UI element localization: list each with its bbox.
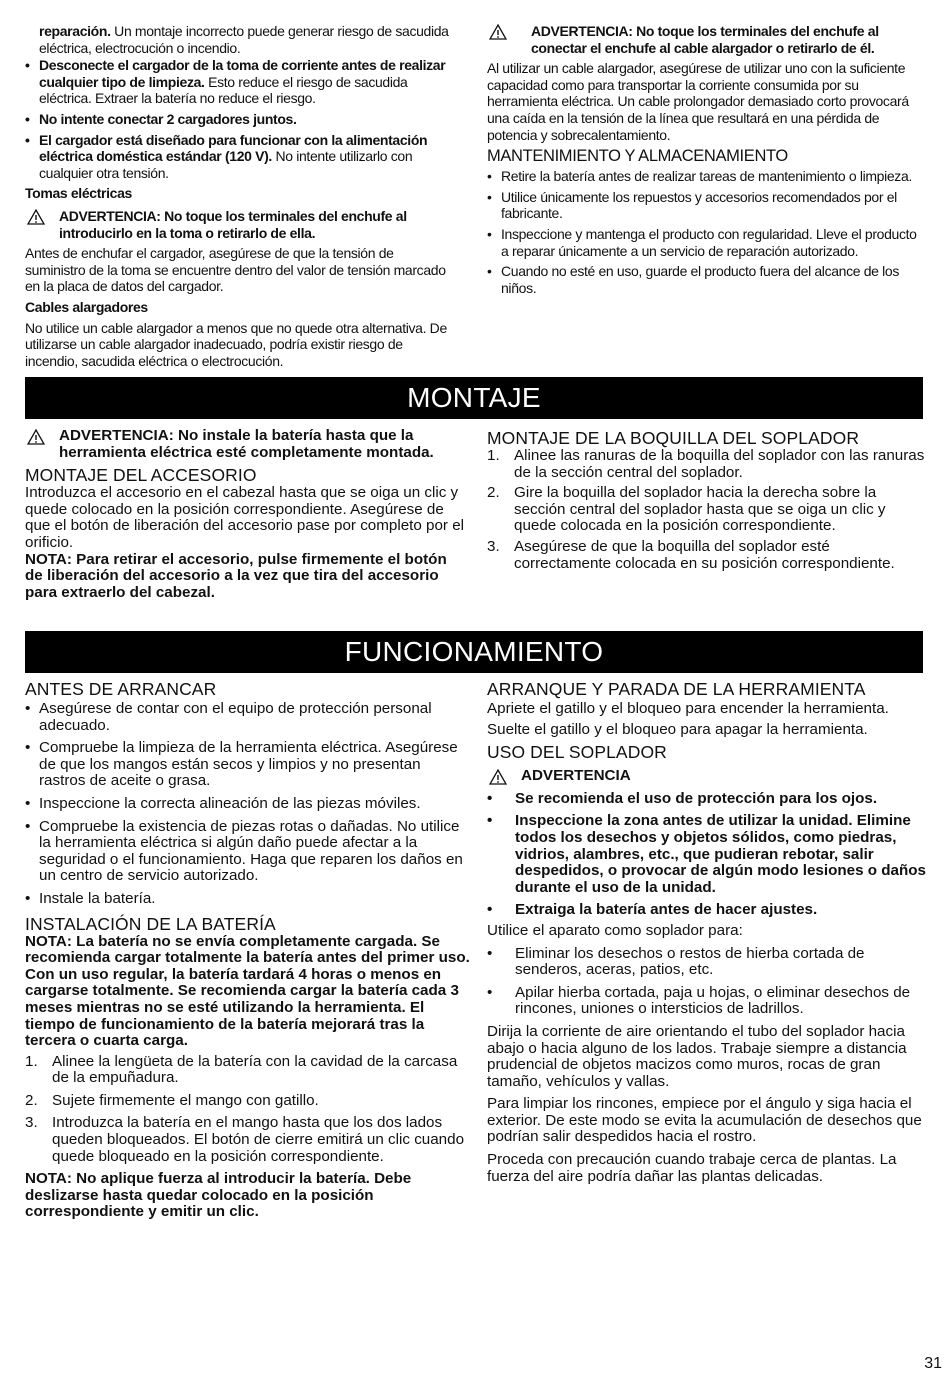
- page-number: 31: [924, 1355, 942, 1372]
- alargador-text: Al utilizar un cable alargador, asegúrese de utilizar uno con la suficiente capacidad como para transportar la corriente consumida por su herramienta eléctrica. Un cable prolongador demasiado corto provocará una caída en la tensión de la línea que resultará en una pérdida de potencia y sobrecalentamiento.: [487, 60, 909, 143]
- list-item: • Apilar hierba cortada, paja u hojas, o eliminar desechos de rincones, uniones o intersticios de ladrillos.: [487, 985, 927, 1018]
- step-text: Introduzca la batería en el mango hasta que los dos lados queden bloqueados. El botón de cierre emitirá un clic cuando quede bloqueado en la posición correspondiente.: [52, 1114, 465, 1165]
- cables-heading: Cables alargadores: [25, 298, 148, 315]
- step-item: [25, 1093, 470, 1110]
- charger-safety-list: [25, 57, 457, 181]
- bateria-note-2: NOTA: No aplique fuerza al introducir la batería. Debe deslizarse hasta quedar colocado en la posición correspondiente y emitir un clic.: [25, 1170, 412, 1221]
- warning-text: ADVERTENCIA: [521, 767, 631, 785]
- list-item: [25, 111, 457, 128]
- step-item: [487, 539, 927, 572]
- arranque-heading: ARRANQUE Y PARADA DE LA HERRAMIENTA: [487, 679, 866, 699]
- alargador-warning: [487, 23, 925, 56]
- warning-icon: [489, 769, 507, 785]
- list-item: [25, 57, 457, 107]
- step-text: Alinee las ranuras de la boquilla del soplador con las ranuras de la sección central del soplador.: [514, 447, 925, 481]
- bateria-note: NOTA: La batería no se envía completamente cargada. Se recomienda cargar totalmente la batería antes del primer uso. Con un uso regular, la batería tardará 4 horas o menos en cargarse totalmente. Se recomienda cargar la batería cada 3 meses mientras no se esté utilizando la herramienta. El tiempo de funcionamiento de la batería mejorará tras la tercera o cuarta carga.: [25, 932, 470, 1050]
- list-item-bold: No intente conectar 2 cargadores juntos.: [39, 110, 297, 127]
- list-item: • Inspeccione y mantenga el producto con regularidad. Lleve el producto a reparar únicamente a un servicio de reparación autorizado.: [487, 226, 925, 259]
- continued-text: Un montaje incorrecto puede generar riesgo de sacudida eléctrica, electrocución o incendio.: [39, 23, 449, 56]
- step-number: 2.: [25, 1091, 38, 1109]
- tomas-text: Antes de enchufar el cargador, asegúrese de que la tensión de suministro de la toma se encuentre dentro del valor de tensión marcado en la placa de datos del cargador.: [25, 245, 446, 295]
- uso-p1: Dirija la corriente de aire orientando el tubo del soplador hacia abajo o hacia alguno de los lados. Trabaje siempre a distancia prudencial de objetos macizos como muros, rocas de gran tamaño, vehículos y vallas.: [487, 1022, 907, 1090]
- step-item: [25, 1115, 470, 1165]
- step-item: [25, 1054, 470, 1087]
- step-text: Alinee la lengüeta de la batería con la cavidad de la carcasa de la empuñadura.: [52, 1052, 458, 1087]
- accesorio-note: NOTA: Para retirar el accesorio, pulse firmemente el botón de liberación del accesorio a la vez que tira del accesorio para extraerlo del cabezal.: [25, 550, 447, 601]
- step-text: Sujete firmemente el mango con gatillo.: [52, 1091, 319, 1109]
- warning-icon: [27, 429, 45, 445]
- montaje-banner: MONTAJE: [25, 377, 923, 419]
- list-item: • Compruebe la limpieza de la herramienta eléctrica. Asegúrese de que los mangos están secos y limpios y no presentan rastros de aceite o grasa.: [25, 740, 470, 790]
- list-item: • Eliminar los desechos o restos de hierba cortada de senderos, aceras, patios, etc.: [487, 946, 927, 979]
- boquilla-heading: MONTAJE DE LA BOQUILLA DEL SOPLADOR: [487, 428, 860, 448]
- montaje-right-column: [487, 428, 927, 572]
- bateria-heading: INSTALACIÓN DE LA BATERÍA: [25, 913, 276, 934]
- list-item: • Compruebe la existencia de piezas rotas o dañadas. No utilice la herramienta eléctrica si algún daño puede afectar a la seguridad o el funcionamiento. Haga que reparen los daños en un centro de servicio autorizado.: [25, 819, 470, 885]
- step-number: 2.: [487, 484, 500, 502]
- uso-warning: [487, 768, 927, 785]
- funcionamiento-left-column: [25, 679, 470, 1221]
- uso-p2: Para limpiar los rincones, empiece por el ángulo y siga hacia el exterior. De este modo se evita la acumulación de desechos que podrían salir despedidos hacia el rostro.: [487, 1095, 922, 1146]
- list-item: [25, 132, 457, 182]
- list-item: • Se recomienda el uso de protección para los ojos.: [487, 791, 927, 808]
- cables-text: No utilice un cable alargador a menos que no quede otra alternativa. De utilizarse un cable alargador inadecuado, podría existir riesgo de incendio, sacudida eléctrica o electrocución.: [25, 319, 447, 369]
- step-text: Asegúrese de que la boquilla del soplador esté correctamente colocada en su posición correspondiente.: [514, 537, 895, 572]
- antes-list: [25, 701, 470, 908]
- continued-bold: reparación.: [39, 23, 111, 39]
- maint-list: [487, 168, 925, 296]
- tomas-heading: Tomas eléctricas: [25, 185, 132, 202]
- arranque-p2: Suelte el gatillo y el bloqueo para apagar la herramienta.: [487, 720, 868, 738]
- list-item: • Cuando no esté en uso, guarde el producto fuera del alcance de los niños.: [487, 263, 925, 296]
- warning-icon: [27, 209, 45, 225]
- warning-icon: [489, 24, 507, 40]
- montaje-left-column: [25, 428, 465, 601]
- list-item-text: No intente utilizarlo con cualquier otra tensión.: [39, 148, 413, 181]
- warning-text: ADVERTENCIA: No toque los terminales del enchufe al introducirlo en la toma o retirarlo de ella.: [59, 207, 407, 241]
- warning-text: ADVERTENCIA: No toque los terminales del enchufe al conectar el enchufe al cable alargador o retirarlo de él.: [531, 23, 879, 56]
- list-item: • Instale la batería.: [25, 891, 470, 908]
- step-number: 1.: [487, 447, 500, 464]
- step-number: 3.: [487, 537, 500, 555]
- maint-heading: MANTENIMIENTO Y ALMACENAMIENTO: [487, 147, 788, 166]
- uso-heading: USO DEL SOPLADOR: [487, 742, 667, 763]
- list-item: • Retire la batería antes de realizar tareas de mantenimiento o limpieza.: [487, 168, 925, 185]
- step-number: 1.: [25, 1052, 38, 1070]
- step-item: [487, 448, 927, 481]
- right-top-column: [487, 23, 925, 296]
- boquilla-steps: [487, 448, 927, 572]
- montaje-warning: [25, 428, 465, 461]
- funcionamiento-banner: FUNCIONAMIENTO: [25, 631, 923, 673]
- list-item: • Utilice únicamente los repuestos y accesorios recomendados por el fabricante.: [487, 189, 925, 222]
- step-text: Gire la boquilla del soplador hacia la derecha sobre la sección central del soplador hasta que se oiga un clic y quede colocada en la posición correspondiente.: [514, 484, 886, 535]
- uso-intro: Utilice el aparato como soplador para:: [487, 921, 743, 939]
- list-item: • Inspeccione la zona antes de utilizar la unidad. Elimine todos los desechos y objetos sólidos, como piedras, vidrios, alambres, etc., que pudieran rebotar, salir despedidos, o provocar de algún modo lesiones o daños durante el uso de la unidad.: [487, 813, 927, 896]
- funcionamiento-right-column: [487, 679, 927, 1185]
- list-item-text: Esto reduce el riesgo de sacudida eléctrica. Extraer la batería no reduce el riesgo.: [39, 73, 408, 107]
- continued-paragraph: [25, 23, 457, 56]
- list-item: • Asegúrese de contar con el equipo de protección personal adecuado.: [25, 701, 470, 734]
- step-item: [487, 485, 927, 535]
- left-top-column: [25, 23, 457, 369]
- list-item-bold: Desconecte el cargador de la toma de corriente antes de realizar cualquier tipo de limpieza.: [39, 57, 446, 90]
- arranque-p1: Apriete el gatillo y el bloqueo para encender la herramienta.: [487, 700, 889, 717]
- step-number: 3.: [25, 1114, 38, 1132]
- tomas-warning: [25, 208, 457, 241]
- warning-text: ADVERTENCIA: No instale la batería hasta que la herramienta eléctrica esté completamente montada.: [59, 427, 434, 461]
- uso-list: [487, 946, 927, 1018]
- uso-warning-list: [487, 791, 927, 919]
- antes-heading: ANTES DE ARRANCAR: [25, 679, 217, 699]
- accesorio-text: Introduzca el accesorio en el cabezal hasta que se oiga un clic y quede colocado en la posición correspondiente. Asegúrese de que el botón de liberación del accesorio pase por completo por el orificio.: [25, 484, 465, 551]
- list-item-bold: El cargador está diseñado para funcionar con la alimentación eléctrica doméstica estándar (120 V).: [39, 131, 428, 165]
- accesorio-heading: MONTAJE DEL ACCESORIO: [25, 465, 257, 486]
- list-item: • Extraiga la batería antes de hacer ajustes.: [487, 902, 927, 919]
- uso-p3: Proceda con precaución cuando trabaje cerca de plantas. La fuerza del aire podría dañar las plantas delicadas.: [487, 1151, 897, 1185]
- list-item: • Inspeccione la correcta alineación de las piezas móviles.: [25, 796, 470, 813]
- bateria-steps: [25, 1054, 470, 1166]
